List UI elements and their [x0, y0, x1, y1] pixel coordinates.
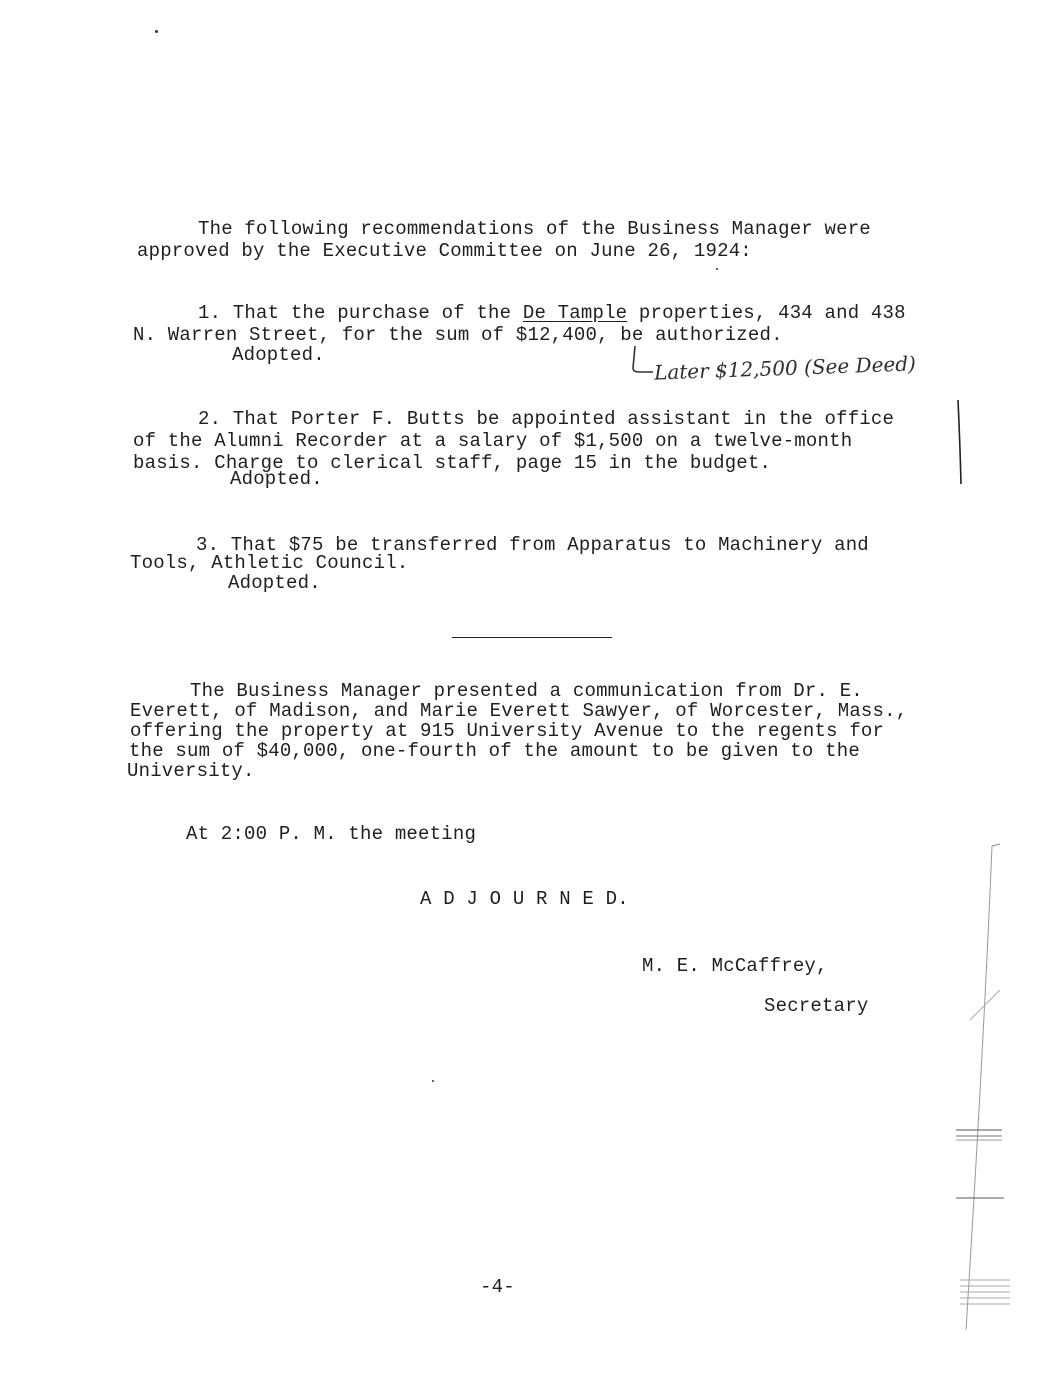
signatory-name: M. E. McCaffrey, — [642, 955, 828, 977]
item-1-underlined-name: De Tample — [522, 302, 628, 324]
signatory-title: Secretary — [764, 995, 869, 1017]
intro-line-2: approved by the Executive Committee on June 26, 1924: — [137, 240, 752, 262]
adjourned-heading: A D J O U R N E D. — [420, 888, 629, 910]
item-3-line-1: 3. That $75 be transferred from Apparatus to Machinery and — [196, 534, 869, 556]
item-1-line-1 — [198, 302, 906, 324]
section-separator — [452, 637, 612, 638]
communication-line-4: the sum of $40,000, one-fourth of the amount to be given to the — [129, 740, 860, 762]
page-number: -4- — [480, 1276, 515, 1298]
meeting-time-line: At 2:00 P. M. the meeting — [186, 823, 477, 845]
item-2-line-3: basis. Charge to clerical staff, page 15 in the budget. — [133, 452, 772, 474]
ink-speck — [155, 30, 158, 33]
item-1-line-2: N. Warren Street, for the sum of $12,400, be authorized. — [133, 324, 783, 346]
item-1-text-a: 1. That the purchase of the — [198, 302, 523, 324]
handwritten-bracket — [627, 340, 657, 380]
communication-line-3: offering the property at 915 University Avenue to the regents for — [130, 720, 885, 742]
scan-edge-marks — [940, 840, 1020, 1340]
ink-speck — [716, 268, 718, 270]
intro-line-1: The following recommendations of the Business Manager were — [198, 218, 871, 240]
ink-speck — [432, 1080, 434, 1082]
communication-line-1: The Business Manager presented a communication from Dr. E. — [190, 680, 863, 702]
item-3-status: Adopted. — [228, 572, 321, 594]
item-3-line-2: Tools, Athletic Council. — [130, 552, 409, 574]
communication-line-5: University. — [127, 760, 255, 782]
item-2-status: Adopted. — [230, 468, 323, 490]
item-2-line-1: 2. That Porter F. Butts be appointed assistant in the office — [198, 408, 895, 430]
margin-line — [954, 398, 964, 488]
communication-line-2: Everett, of Madison, and Marie Everett Sawyer, of Worcester, Mass., — [130, 700, 908, 722]
item-1-text-b: properties, 434 and 438 — [627, 302, 906, 324]
item-1-status: Adopted. — [232, 344, 325, 366]
item-1-handwritten-note: Later $12,500 (See Deed) — [653, 351, 917, 385]
item-2-line-2: of the Alumni Recorder at a salary of $1,500 on a twelve-month — [133, 430, 853, 452]
